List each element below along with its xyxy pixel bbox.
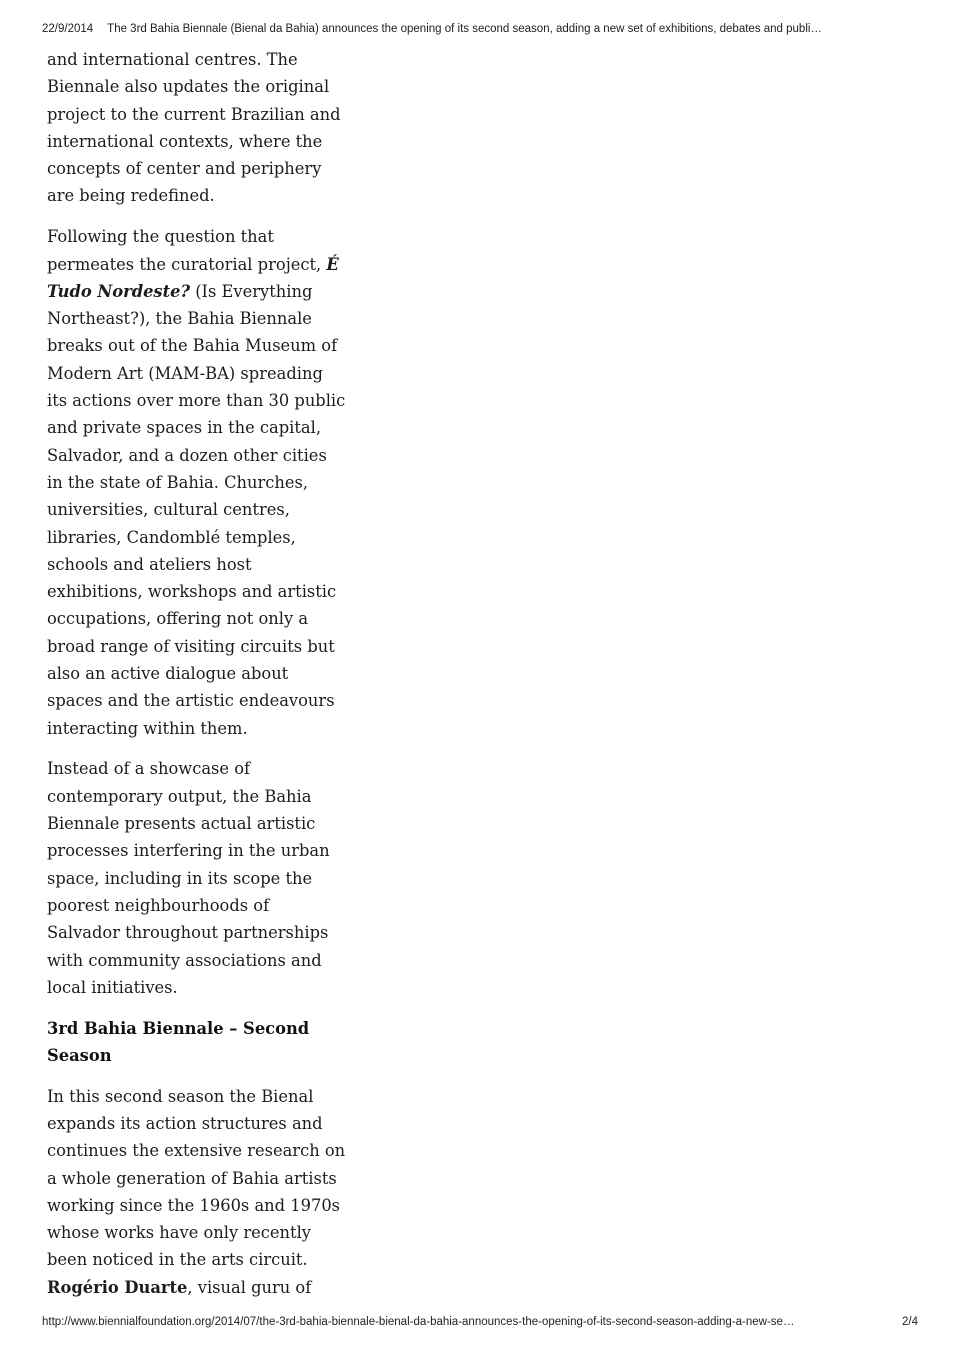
curatorial-question: É Tudo Nordeste? <box>47 254 339 301</box>
article-body <box>47 46 347 1315</box>
section-heading: 3rd Bahia Biennale – Second Season <box>47 1018 310 1065</box>
print-title: The 3rd Bahia Biennale (Bienal da Bahia) announces the opening of its second season, adding a new set of exhibitions, debates and publi… <box>107 23 822 35</box>
paragraph-4 <box>47 1083 347 1301</box>
print-header <box>42 23 922 35</box>
print-date: 22/9/2014 <box>42 23 94 35</box>
page-number: 2/4 <box>902 1316 918 1328</box>
print-url: http://www.biennialfoundation.org/2014/07/the-3rd-bahia-biennale-bienal-da-bahia-announces-the-opening-of-its-second-season-adding-a-new-se… <box>42 1316 795 1328</box>
paragraph-2-text-a: Following the question that permeates the curatorial project, <box>47 227 327 274</box>
paragraph-4-text-b: , visual guru of <box>187 1277 312 1297</box>
paragraph-2 <box>47 223 347 742</box>
print-footer <box>42 1316 918 1328</box>
paragraph-2-text-b: (Is Everything Northeast?), the Bahia Biennale breaks out of the Bahia Museum of Modern Art (MAM-BA) spreading its actions over more than 30 public and private spaces in the capital, Salvador, and a dozen other cities in the state of Bahia. Churches, universities, cultural centres, libraries, Candomblé temples, schools and ateliers host exhibitions, workshops and artistic occupations, offering not only a broad range of visiting circuits but also an active dialogue about spaces and the artistic endeavours interacting within them. <box>47 281 346 738</box>
paragraph-3: Instead of a showcase of contemporary output, the Bahia Biennale presents actual artistic processes interfering in the urban space, including in its scope the poorest neighbourhoods of Salvador throughout partnerships with community associations and local initiatives. <box>47 759 330 997</box>
paragraph-1: and international centres. The Biennale also updates the original project to the current Brazilian and international contexts, where the concepts of center and periphery are being redefined. <box>47 50 341 206</box>
artist-name: Rogério Duarte <box>47 1277 188 1297</box>
paragraph-4-text-a: In this second season the Bienal expands its action structures and continues the extensive research on a whole generation of Bahia artists working since the 1960s and 1970s whose works have only recently been noticed in the arts circuit. <box>47 1086 346 1270</box>
